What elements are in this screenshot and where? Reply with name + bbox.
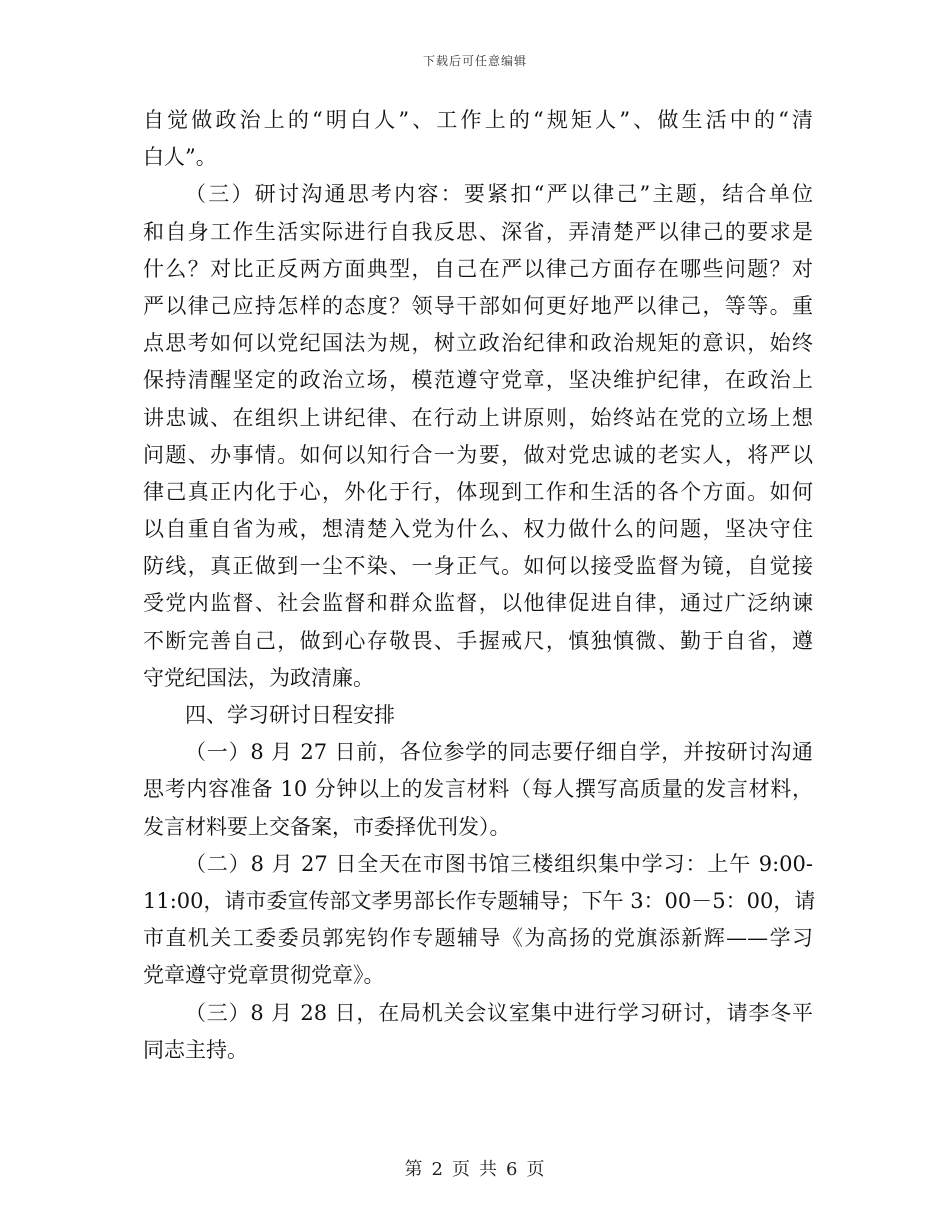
total-word: 共 [479,1159,498,1180]
body-line: 不断完善自己，做到心存敬畏、手握戒尺，慎独慎微、勤于自省，遵 [143,628,813,653]
body-line: 问题、办事情。如何以知行合一为要，做对党忠诚的老实人，将严以 [143,442,813,467]
body-line: 白人”。 [143,145,217,170]
body-line: 市直机关工委委员郭宪钧作专题辅导《为高扬的党旗添新辉——学习 [143,926,813,951]
body-line: 守党纪国法，为政清廉。 [143,665,374,690]
body-line: 点思考如何以党纪国法为规，树立政治纪律和政治规矩的意识，始终 [143,331,813,356]
body-line: 严以律己应持怎样的态度？领导干部如何更好地严以律己，等等。重 [143,293,813,318]
body-line: 律己真正内化于心，外化于行，体现到工作和生活的各个方面。如何 [143,479,813,504]
paragraph-start-line: （二）8 月 27 日全天在市图书馆三楼组织集中学习：上午 9:00- [185,851,813,876]
body-line: 党章遵守党章贯彻党章》。 [143,963,385,988]
paragraph-start-line: （一）8 月 27 日前，各位参学的同志要仔细自学，并按研讨沟通 [185,740,813,765]
page-suffix: 页 [526,1159,546,1180]
page-prefix: 第 [404,1159,424,1180]
body-line: 11:00，请市委宣传部文孝男部长作专题辅导；下午 3：00－5：00，请 [143,888,816,913]
page-footer [0,1155,950,1181]
page-word: 页 [452,1159,471,1180]
paragraph-start-line: （三）研讨沟通思考内容：要紧扣“严以律己”主题，结合单位 [185,182,813,207]
document-body [143,102,816,1069]
body-line: 和自身工作生活实际进行自我反思、深省，弄清楚严以律己的要求是 [143,219,813,244]
body-line: 发言材料要上交备案，市委择优刊发）。 [143,814,511,839]
body-line: 保持清醒坚定的政治立场，模范遵守党章，坚决维护纪律，在政治上 [143,368,813,393]
body-line: 受党内监督、社会监督和群众监督，以他律促进自律，通过广泛纳谏 [143,591,813,616]
paragraph-start-line: （三）8 月 28 日，在局机关会议室集中进行学习研讨，请李冬平 [185,1000,813,1025]
body-line: 防线，真正做到一尘不染、一身正气。如何以接受监督为镜，自觉接 [143,554,813,579]
total-page-count: 6 [506,1159,519,1180]
section-heading: 四、学习研讨日程安排 [185,703,395,727]
body-line: 同志主持。 [143,1037,248,1062]
page-header: 下载后可任意编辑 [422,54,527,68]
body-line: 以自重自省为戒，想清楚入党为什么、权力做什么的问题，坚决守住 [143,517,813,542]
body-line: 讲忠诚、在组织上讲纪律、在行动上讲原则，始终站在党的立场上想 [143,405,813,430]
body-line: 什么？对比正反两方面典型，自己在严以律己方面存在哪些问题？对 [143,256,813,281]
body-line: 思考内容准备 10 分钟以上的发言材料（每人撰写高质量的发言材料， [143,777,813,802]
current-page-number: 2 [431,1159,444,1180]
body-line: 自觉做政治上的“明白人”、工作上的“规矩人”、做生活中的“清 [143,108,813,132]
